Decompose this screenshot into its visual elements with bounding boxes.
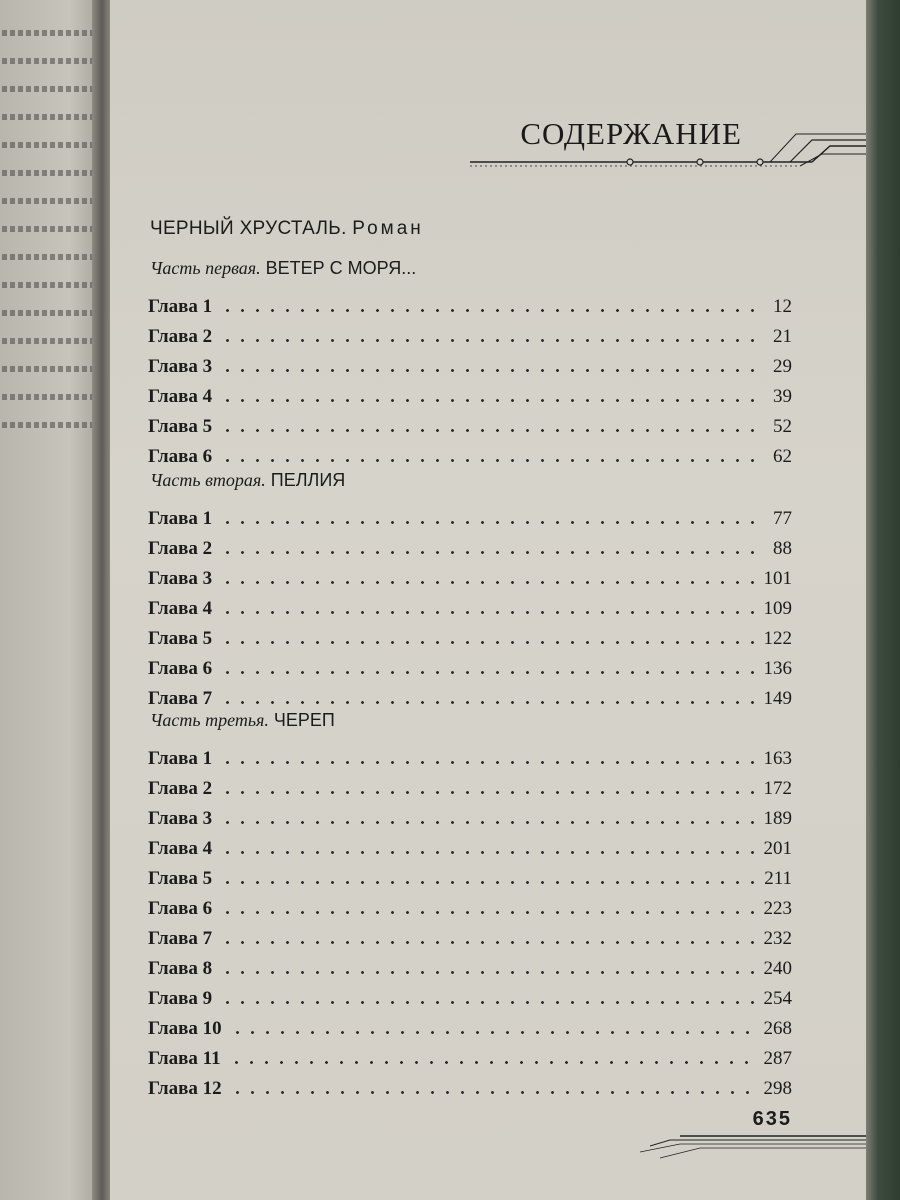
- dot-leader: [220, 369, 765, 372]
- background-edge: [866, 0, 900, 1200]
- novel-name: ЧЕРНЫЙ ХРУСТАЛЬ.: [150, 218, 347, 239]
- dot-leader: [220, 941, 755, 944]
- dot-leader: [220, 339, 765, 342]
- dot-leader: [220, 701, 755, 704]
- dot-leader: [220, 911, 755, 914]
- dot-leader: [220, 581, 755, 584]
- toc-entry[interactable]: [148, 348, 792, 378]
- part-name: ВЕТЕР С МОРЯ...: [265, 258, 417, 278]
- toc-entry[interactable]: [148, 620, 792, 650]
- dot-leader: [220, 459, 765, 462]
- dot-leader: [220, 309, 765, 312]
- chapter-page-number: 240: [763, 958, 792, 979]
- chapter-name: Глава 7: [148, 928, 213, 949]
- contents-page: [110, 0, 870, 1200]
- chapter-page-number: 201: [763, 838, 792, 859]
- toc-entry[interactable]: [148, 650, 792, 680]
- toc-entry[interactable]: [148, 920, 792, 950]
- chapter-name: Глава 1: [148, 508, 213, 529]
- chapter-name: Глава 4: [148, 838, 213, 859]
- part-name: ПЕЛЛИЯ: [270, 470, 346, 490]
- chapter-name: Глава 6: [148, 446, 213, 467]
- dot-leader: [229, 1061, 756, 1064]
- chapter-name: Глава 1: [148, 296, 213, 317]
- dot-leader: [220, 881, 756, 884]
- dot-leader: [220, 851, 755, 854]
- chapter-page-number: 52: [773, 416, 792, 437]
- dot-leader: [220, 791, 755, 794]
- chapter-page-number: 21: [773, 326, 792, 347]
- chapter-name: Глава 3: [148, 808, 213, 829]
- dot-leader: [220, 399, 765, 402]
- chapter-page-number: 211: [764, 868, 792, 889]
- chapter-name: Глава 6: [148, 898, 213, 919]
- dot-leader: [220, 611, 755, 614]
- dot-leader: [220, 641, 755, 644]
- chapter-page-number: 101: [763, 568, 792, 589]
- toc-entry[interactable]: [148, 980, 792, 1010]
- facing-page: [0, 0, 100, 1200]
- toc-entry[interactable]: [148, 500, 792, 530]
- toc-entry[interactable]: [148, 1070, 792, 1100]
- chapter-page-number: 39: [773, 386, 792, 407]
- toc-entry[interactable]: [148, 560, 792, 590]
- dot-leader: [230, 1091, 756, 1094]
- toc-entry[interactable]: [148, 770, 792, 800]
- part-name: ЧЕРЕП: [273, 710, 335, 730]
- toc-entry[interactable]: [148, 530, 792, 560]
- toc-entry[interactable]: [148, 740, 792, 770]
- chapter-page-number: 268: [763, 1018, 792, 1039]
- novel-heading: [150, 218, 424, 240]
- chapter-page-number: 298: [763, 1078, 792, 1099]
- chapter-page-number: 172: [763, 778, 792, 799]
- dot-leader: [220, 521, 765, 524]
- chapter-name: Глава 10: [148, 1018, 222, 1039]
- chapter-name: Глава 7: [148, 688, 213, 709]
- chapter-page-number: 163: [763, 748, 792, 769]
- chapter-name: Глава 3: [148, 356, 213, 377]
- chapter-page-number: 232: [763, 928, 792, 949]
- toc-entry[interactable]: [148, 318, 792, 348]
- part-label: Часть третья.: [150, 710, 269, 730]
- dot-leader: [220, 671, 755, 674]
- dot-leader: [220, 761, 755, 764]
- dot-leader: [220, 971, 755, 974]
- dot-leader: [230, 1031, 756, 1034]
- chapter-name: Глава 2: [148, 538, 213, 559]
- chapter-name: Глава 3: [148, 568, 213, 589]
- chapter-name: Глава 2: [148, 326, 213, 347]
- toc-entry[interactable]: [148, 288, 792, 318]
- chapter-name: Глава 11: [148, 1048, 221, 1069]
- chapter-name: Глава 1: [148, 748, 213, 769]
- part-heading: [150, 470, 345, 491]
- dot-leader: [220, 429, 765, 432]
- chapter-name: Глава 5: [148, 416, 213, 437]
- chapter-name: Глава 5: [148, 628, 213, 649]
- toc-entry[interactable]: [148, 860, 792, 890]
- dot-leader: [220, 1001, 755, 1004]
- toc-entry[interactable]: [148, 438, 792, 468]
- chapter-page-number: 62: [773, 446, 792, 467]
- chapter-name: Глава 2: [148, 778, 213, 799]
- part-label: Часть вторая.: [150, 470, 266, 490]
- chapter-page-number: 77: [773, 508, 792, 529]
- toc-entry[interactable]: [148, 1010, 792, 1040]
- dot-leader: [220, 551, 765, 554]
- chapter-page-number: 88: [773, 538, 792, 559]
- chapter-page-number: 29: [773, 356, 792, 377]
- toc-entry[interactable]: [148, 378, 792, 408]
- toc-entry[interactable]: [148, 680, 792, 710]
- chapter-name: Глава 5: [148, 868, 213, 889]
- chapter-name: Глава 8: [148, 958, 213, 979]
- chapter-page-number: 254: [763, 988, 792, 1009]
- part-label: Часть первая.: [150, 258, 261, 278]
- chapter-page-number: 122: [763, 628, 792, 649]
- toc-entry[interactable]: [148, 830, 792, 860]
- toc-entry[interactable]: [148, 890, 792, 920]
- chapter-page-number: 223: [763, 898, 792, 919]
- toc-entry[interactable]: [148, 590, 792, 620]
- chapter-page-number: 12: [773, 296, 792, 317]
- chapter-page-number: 149: [763, 688, 792, 709]
- chapter-name: Глава 4: [148, 386, 213, 407]
- page-title: СОДЕРЖАНИЕ: [520, 116, 742, 151]
- toc-entry[interactable]: [148, 1040, 792, 1070]
- novel-kind: Роман: [352, 218, 424, 239]
- part-heading: [150, 258, 416, 279]
- chapter-name: Глава 9: [148, 988, 213, 1009]
- page-number: 635: [752, 1108, 792, 1130]
- toc-entry[interactable]: [148, 408, 792, 438]
- chapter-name: Глава 4: [148, 598, 213, 619]
- chapter-page-number: 136: [763, 658, 792, 679]
- chapter-name: Глава 6: [148, 658, 213, 679]
- chapter-page-number: 189: [763, 808, 792, 829]
- chapter-page-number: 109: [763, 598, 792, 619]
- part-heading: [150, 710, 335, 731]
- dot-leader: [220, 821, 755, 824]
- chapter-page-number: 287: [763, 1048, 792, 1069]
- chapter-name: Глава 12: [148, 1078, 222, 1099]
- toc-entry[interactable]: [148, 800, 792, 830]
- title-ornament: [470, 126, 870, 176]
- toc-entry[interactable]: [148, 950, 792, 980]
